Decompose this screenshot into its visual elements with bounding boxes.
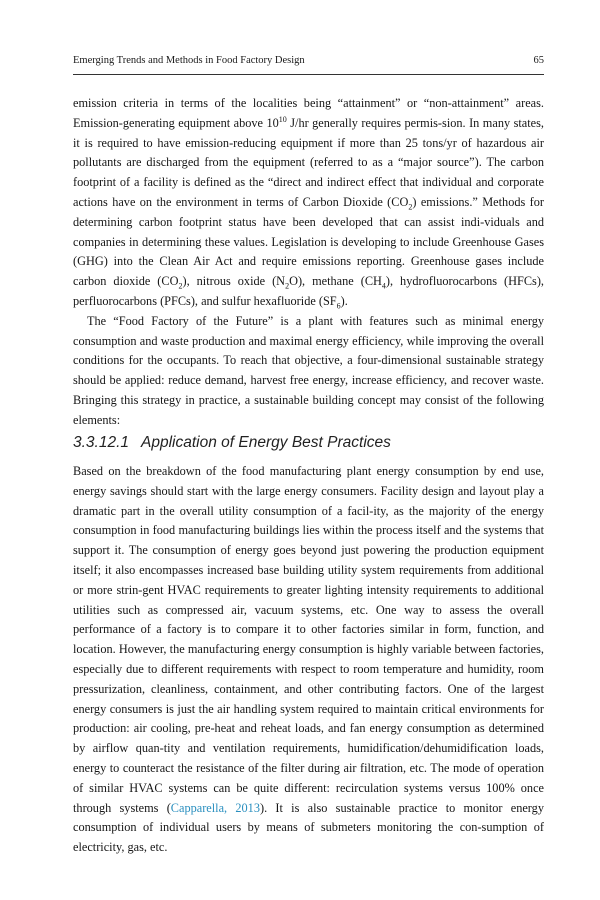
text-run: ) emissions.” Methods for determining carbon footprint status have been developed that can assist indi-viduals and companies in determining these values. Legislation is developing to include Greenhouse Gases (GHG) into the Clean Air Act and require emissions reporting. Greenhouse gases include carbon dioxide (CO bbox=[73, 194, 544, 289]
paragraph-food-factory-future: The “Food Factory of the Future” is a plant with features such as minimal energy consumption and waste production and maximal energy efficiency, while improving the overall conditions for the occupants. To reach that objective, a four-dimensional sustainable strategy should be applied: reduce demand, harvest free energy, increase efficiency, and recover waste. Bringing this strategy in practice, a sustainable building concept may consist of the following elements: bbox=[73, 313, 544, 427]
text-run: emission criteria in terms of the localities being “attainment” or “non-attainment” areas. Emission-generating equipment above 10 bbox=[73, 96, 544, 130]
text-block-lower bbox=[73, 462, 544, 858]
superscript: 10 bbox=[278, 114, 287, 124]
section-number: 3.3.12.1 bbox=[73, 434, 130, 451]
text-run: Based on the breakdown of the food manufacturing plant energy consumption by end use, energy savings should start with the large energy consumers. Facility design and layout play a dramatic part in the overall utility consumption of a facil-ity, as the majority of the energy consumption in food manufacturing buildings lies within the process itself and the systems that support it. The consumption of energy goes beyond just powering the production equipment itself; it also encompasses increased base building utility system requirements from additional or more strin-gent HVAC requirements to greater lighting intensity requirements to additional utilities such as compressed air, vacuum systems, etc. One way to assess the overall performance of a factory is to compare it to other factories similar in form, function, and location. However, the manufacturing energy consumption is highly variable between factories, especially due to different requirements with respect to room temperature and humidity, room pressurization, cleanliness, containment, and other contributing factors. One of the largest energy consumers is just the air handling system required to maintain critical environments for production: air cooling, pre-heat and reheat loads, and fan energy consumption as determined by airflow quan-tity and ventilation requirements, humidification/dehumidification loads, energy to counteract the resistance of the filter during air filtration, etc. The mode of operation of similar HVAC systems can be quite different: recirculation systems versus 100% once through systems ( bbox=[73, 464, 544, 815]
section-title: Application of Energy Best Practices bbox=[141, 434, 391, 451]
text-run: ), nitrous oxide (N bbox=[182, 274, 286, 289]
header-rule bbox=[73, 74, 544, 75]
paragraph-emission-criteria bbox=[73, 94, 544, 312]
text-run: O), methane (CH bbox=[289, 274, 382, 289]
text-run: J/hr generally requires permis-sion. In many states, it is required to have emission-reducing equipment if more than 25 tons/yr of hazardous air pollutants are discharged from the equipment (referred to as a “major source”). The carbon footprint of a facility is defined as the “direct and indirect effect that individual and corporate actions have on the environment in terms of Carbon Dioxide (CO bbox=[73, 115, 544, 209]
subscript: 2 bbox=[178, 281, 183, 291]
citation-link[interactable]: Capparella, 2013 bbox=[170, 800, 260, 815]
text-run: ). bbox=[340, 293, 348, 308]
section-heading bbox=[73, 434, 544, 452]
subscript: 6 bbox=[336, 301, 341, 311]
subscript: 2 bbox=[285, 281, 290, 291]
running-title: Emerging Trends and Methods in Food Factory Design bbox=[73, 55, 305, 66]
subscript: 2 bbox=[408, 202, 413, 212]
text-run: ). It is also sustainable practice to monitor energy consumption of individual users by means of submeters monitoring the con-sumption of electricity, gas, etc. bbox=[73, 800, 544, 855]
page-number: 65 bbox=[533, 55, 544, 66]
text-block-upper bbox=[73, 94, 544, 431]
paragraph-energy-best-practices bbox=[73, 462, 544, 858]
subscript: 4 bbox=[381, 281, 386, 291]
text-run: ), hydrofluorocarbons (HFCs), perfluorocarbons (PFCs), and sulfur hexafluoride (SF bbox=[73, 274, 544, 308]
